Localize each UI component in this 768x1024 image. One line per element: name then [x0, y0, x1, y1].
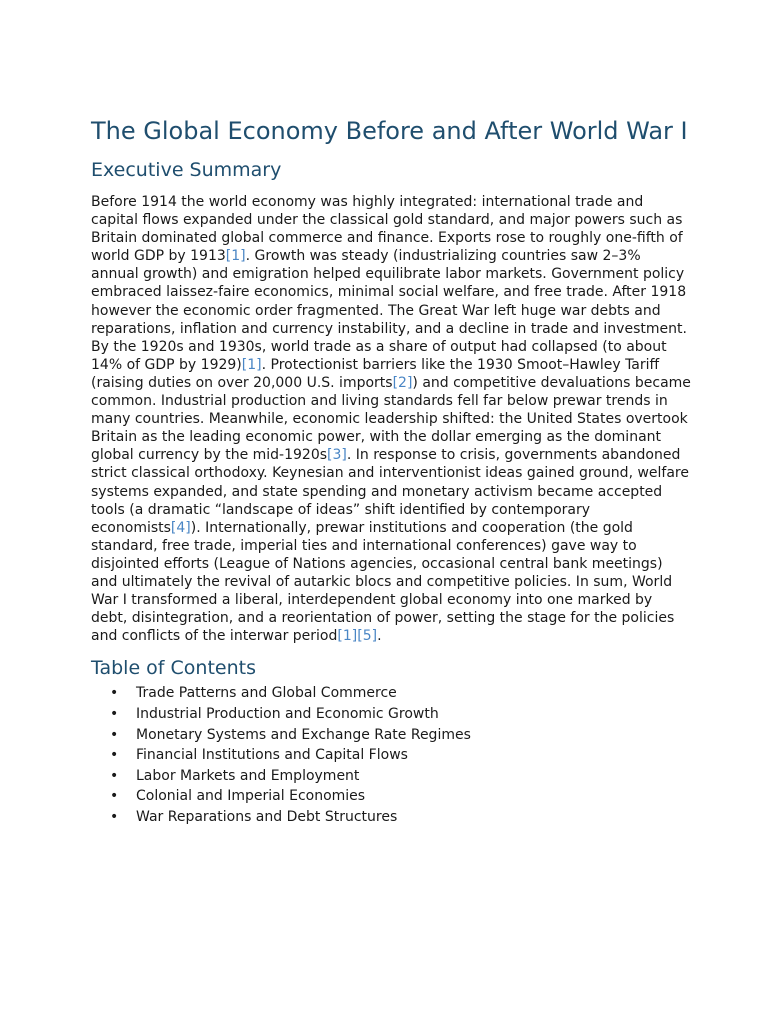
summary-text: . [377, 628, 382, 645]
bullet-icon: • [110, 726, 119, 743]
summary-text: . In response to crisis, governments abandoned strict classical orthodoxy. Keynesian and interventionist ideas gained ground, welfare systems expanded, and state spending and monetary activism became accepted tools (a dramatic “landscape of ideas” shift identified by contemporary economists [91, 447, 689, 536]
bullet-icon: • [110, 767, 119, 784]
executive-summary-heading: Executive Summary [91, 159, 282, 181]
toc-item-label: Monetary Systems and Exchange Rate Regimes [136, 726, 471, 743]
toc-item-label: Financial Institutions and Capital Flows [136, 747, 408, 764]
summary-text: ) and competitive devaluations became common. Industrial production and living standards fell far below prewar trends in many countries. Meanwhile, economic leadership shifted: the United States overtook Britain as the leading economic power, with the dollar emerging as the dominant global currency by the mid-1920s [91, 374, 691, 464]
toc-heading: Table of Contents [91, 657, 256, 680]
toc-item[interactable] [91, 683, 691, 704]
summary-text: . Protectionist barriers like the 1930 Smoot–Hawley Tariff (raising duties on over 20,000 U.S. imports [91, 356, 660, 391]
executive-summary-paragraph [91, 193, 691, 645]
citation-link[interactable]: [1] [337, 628, 358, 645]
toc-item-label: War Reparations and Debt Structures [136, 808, 398, 825]
summary-text: . Growth was steady (industrializing countries saw 2–3% annual growth) and emigration helped equilibrate labor markets. Government policy embraced laissez-faire economics, minimal social welfare, and free trade. After 1918 however the economic order fragmented. The Great War left huge war debts and reparations, inflation and currency instability, and a decline in trade and investment. By the 1920s and 1930s, world trade as a share of output had collapsed (to about 14% of GDP by 1929) [91, 248, 687, 373]
toc-item[interactable] [91, 704, 691, 725]
citation-link[interactable]: [5] [357, 628, 378, 645]
toc-item[interactable] [91, 725, 691, 746]
document-page [91, 116, 691, 828]
toc-item[interactable] [91, 766, 691, 787]
bullet-icon: • [110, 705, 119, 722]
citation-link[interactable]: [4] [170, 519, 191, 536]
citation-link[interactable]: [2] [392, 374, 413, 391]
toc-item[interactable] [91, 745, 691, 766]
toc-item[interactable] [91, 807, 691, 828]
toc-item-label: Colonial and Imperial Economies [136, 788, 366, 805]
citation-link[interactable]: [1] [241, 356, 262, 373]
document-title: The Global Economy Before and After World War I [91, 117, 688, 145]
toc-item[interactable] [91, 786, 691, 807]
citation-link[interactable]: [1] [225, 248, 246, 265]
citation-link[interactable]: [3] [327, 447, 347, 464]
bullet-icon: • [110, 685, 119, 702]
toc-item-label: Trade Patterns and Global Commerce [136, 685, 397, 702]
table-of-contents [91, 683, 691, 827]
toc-item-label: Industrial Production and Economic Growth [136, 705, 439, 722]
toc-item-label: Labor Markets and Employment [136, 767, 360, 784]
bullet-icon: • [110, 747, 119, 764]
summary-text: Before 1914 the world economy was highly integrated: international trade and capital flows expanded under the classical gold standard, and major powers such as Britain dominated global commerce and finance. Exports rose to roughly one-fifth of world GDP by 1913 [91, 194, 683, 265]
summary-text: ). Internationally, prewar institutions and cooperation (the gold standard, free trade, imperial ties and international conferences) gave way to disjointed efforts (League of Nations agencies, occasional central bank meetings) and ultimately the revival of autarkic blocs and competitive policies. In sum, World War I transformed a liberal, interdependent global economy into one marked by debt, disintegration, and a reorientation of power, setting the stage for the policies and conflicts of the interwar period [91, 519, 675, 645]
bullet-icon: • [110, 808, 119, 825]
bullet-icon: • [110, 788, 119, 805]
